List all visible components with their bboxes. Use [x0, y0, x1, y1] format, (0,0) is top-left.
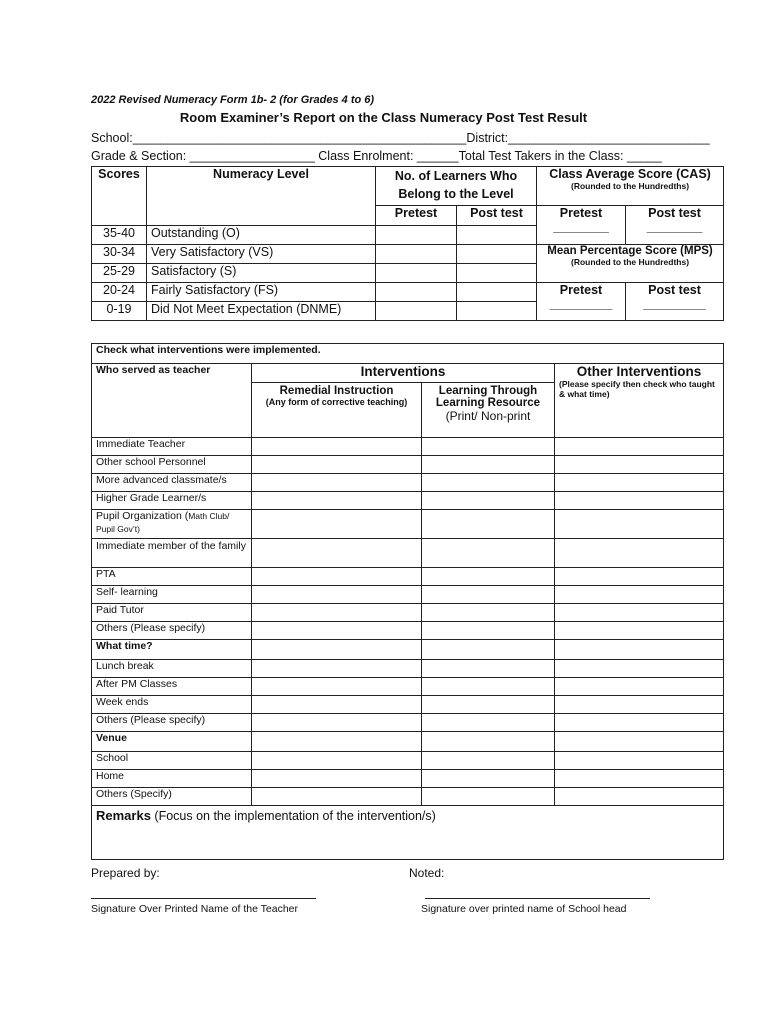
- who-served-header: Who served as teacher: [92, 364, 252, 438]
- check-cell[interactable]: [252, 788, 422, 806]
- mps-posttest-blank: _________: [643, 297, 706, 311]
- check-cell[interactable]: [422, 456, 555, 474]
- other-interventions-note: (Please specify then check who taught & what time): [559, 379, 715, 399]
- score-range: 20-24: [92, 283, 147, 302]
- venue-row-label: Others (Specify): [92, 788, 252, 806]
- learning-resource-header: [422, 383, 554, 437]
- mps-title: Mean Percentage Score (MPS): [547, 245, 713, 257]
- interventions-header: [252, 364, 555, 438]
- check-cell[interactable]: [555, 604, 724, 622]
- check-cell[interactable]: [422, 696, 555, 714]
- check-cell[interactable]: [555, 438, 724, 456]
- teacher-row-label: Paid Tutor: [92, 604, 252, 622]
- check-cell[interactable]: [422, 539, 555, 568]
- pupil-org-note: Math Club/ Pupil Gov’t): [96, 511, 230, 534]
- mps-posttest-label: Post test: [648, 283, 701, 297]
- teacher-row-label: Self- learning: [92, 586, 252, 604]
- score-range: 30-34: [92, 245, 147, 264]
- learners-cell[interactable]: [457, 264, 537, 283]
- check-cell[interactable]: [252, 622, 422, 640]
- print-nonprint: (Print/ Non-print: [445, 409, 531, 423]
- learners-posttest: Post test: [457, 206, 537, 226]
- check-cell[interactable]: [555, 660, 724, 678]
- learners-cell[interactable]: [376, 245, 457, 264]
- check-cell[interactable]: [252, 568, 422, 586]
- learners-cell[interactable]: [376, 302, 457, 321]
- check-cell[interactable]: [555, 752, 724, 770]
- cas-label: Class Average Score (CAS): [549, 167, 711, 181]
- venue-label: Venue: [92, 732, 252, 752]
- remedial-title: Remedial Instruction: [279, 385, 394, 397]
- check-cell[interactable]: [422, 568, 555, 586]
- check-cell[interactable]: [422, 714, 555, 732]
- mps-pretest-label: Pretest: [559, 283, 603, 297]
- prepared-by-label: Prepared by:: [91, 866, 160, 880]
- scores-table: [91, 166, 724, 321]
- score-range: 25-29: [92, 264, 147, 283]
- check-cell[interactable]: [422, 788, 555, 806]
- teacher-row-label: Others (Please specify): [92, 622, 252, 640]
- check-cell[interactable]: [555, 696, 724, 714]
- check-cell[interactable]: [422, 604, 555, 622]
- check-cell[interactable]: [555, 732, 724, 752]
- form-code: 2022 Revised Numeracy Form 1b- 2 (for Grades 4 to 6): [91, 94, 375, 106]
- numeracy-level: Satisfactory (S): [147, 264, 376, 283]
- check-cell[interactable]: [555, 539, 724, 568]
- check-cell[interactable]: [422, 770, 555, 788]
- pupil-org-label: Pupil Organization (: [96, 510, 189, 522]
- time-row-label: Week ends: [92, 696, 252, 714]
- check-cell[interactable]: [555, 788, 724, 806]
- score-range: 0-19: [92, 302, 147, 321]
- check-cell[interactable]: [252, 510, 422, 539]
- check-cell[interactable]: [422, 492, 555, 510]
- check-cell[interactable]: [252, 456, 422, 474]
- check-cell[interactable]: [422, 640, 555, 660]
- check-interventions-label: Check what interventions were implemented.: [92, 344, 724, 364]
- check-cell[interactable]: [252, 752, 422, 770]
- col-scores: Scores: [92, 167, 147, 226]
- learners-cell[interactable]: [457, 226, 537, 245]
- noted-label: Noted:: [409, 866, 445, 880]
- mps-pretest: [537, 283, 626, 321]
- check-cell[interactable]: [252, 732, 422, 752]
- head-signature-caption: Signature over printed name of School head: [421, 903, 627, 915]
- check-cell[interactable]: [555, 586, 724, 604]
- cas-note: (Rounded to the Hundredths): [570, 181, 690, 191]
- mps-pretest-blank: _________: [549, 297, 613, 311]
- check-cell[interactable]: [252, 586, 422, 604]
- interventions-title: Interventions: [252, 364, 554, 383]
- numeracy-level: Fairly Satisfactory (FS): [147, 283, 376, 302]
- teacher-row-label: Immediate member of the family: [92, 539, 252, 568]
- learners-cell[interactable]: [376, 226, 457, 245]
- check-cell[interactable]: [252, 714, 422, 732]
- teacher-row-label: [92, 510, 252, 539]
- time-row-label: Lunch break: [92, 660, 252, 678]
- numeracy-level: Did Not Meet Expectation (DNME): [147, 302, 376, 321]
- learners-cell[interactable]: [376, 283, 457, 302]
- page-title: Room Examiner’s Report on the Class Numeracy Post Test Result: [179, 110, 588, 125]
- venue-row-label: Home: [92, 770, 252, 788]
- col-learners: No. of Learners Who Belong to the Level: [376, 167, 537, 206]
- check-cell[interactable]: [252, 438, 422, 456]
- other-interventions-header: [555, 364, 724, 438]
- time-row-label: Others (Please specify): [92, 714, 252, 732]
- check-cell[interactable]: [555, 678, 724, 696]
- cas-posttest: [626, 206, 724, 245]
- grade-section-line: Grade & Section: __________________ Class Enrolment: ______Total Test Takers in the Class: _____: [91, 149, 662, 163]
- check-cell[interactable]: [422, 438, 555, 456]
- check-cell[interactable]: [422, 678, 555, 696]
- venue-row-label: School: [92, 752, 252, 770]
- check-cell[interactable]: [555, 456, 724, 474]
- learners-cell[interactable]: [457, 283, 537, 302]
- check-cell[interactable]: [252, 539, 422, 568]
- check-cell[interactable]: [422, 586, 555, 604]
- remarks-note: (Focus on the implementation of the intervention/s): [150, 809, 436, 823]
- check-cell[interactable]: [252, 474, 422, 492]
- cas-pretest: [537, 206, 626, 245]
- check-cell[interactable]: [555, 640, 724, 660]
- mps-label: [537, 245, 724, 283]
- col-numeracy-level: Numeracy Level: [147, 167, 376, 226]
- check-cell[interactable]: [422, 660, 555, 678]
- check-cell[interactable]: [252, 660, 422, 678]
- teacher-row-label: More advanced classmate/s: [92, 474, 252, 492]
- head-signature-line: [425, 898, 650, 899]
- remedial-header: [252, 383, 422, 437]
- cas-posttest-blank: ________: [646, 220, 703, 234]
- check-cell[interactable]: [555, 770, 724, 788]
- check-cell[interactable]: [422, 752, 555, 770]
- check-cell[interactable]: [422, 474, 555, 492]
- remarks-box[interactable]: [92, 806, 724, 860]
- check-cell[interactable]: [555, 510, 724, 539]
- learners-pretest: Pretest: [376, 206, 457, 226]
- check-cell[interactable]: [252, 640, 422, 660]
- time-row-label: After PM Classes: [92, 678, 252, 696]
- teacher-row-label: Immediate Teacher: [92, 438, 252, 456]
- check-cell[interactable]: [252, 696, 422, 714]
- check-cell[interactable]: [422, 510, 555, 539]
- check-cell[interactable]: [555, 474, 724, 492]
- check-cell[interactable]: [555, 622, 724, 640]
- cas-pretest-blank: ________: [553, 220, 609, 234]
- check-cell[interactable]: [252, 678, 422, 696]
- check-cell[interactable]: [252, 492, 422, 510]
- teacher-row-label: Higher Grade Learner/s: [92, 492, 252, 510]
- check-cell[interactable]: [252, 604, 422, 622]
- cas-posttest-label: Post test: [648, 206, 701, 220]
- teacher-row-label: Other school Personnel: [92, 456, 252, 474]
- remarks-label: Remarks: [96, 808, 151, 823]
- learning-through: Learning Through: [438, 385, 538, 397]
- learners-cell[interactable]: [457, 302, 537, 321]
- check-cell[interactable]: [422, 732, 555, 752]
- col-cas: [537, 167, 724, 206]
- check-cell[interactable]: [252, 770, 422, 788]
- check-cell[interactable]: [555, 714, 724, 732]
- what-time-label: What time?: [92, 640, 252, 660]
- learning-resource: Learning Resource: [435, 397, 541, 409]
- interventions-table: [91, 343, 724, 860]
- check-cell[interactable]: [555, 568, 724, 586]
- teacher-row-label: PTA: [92, 568, 252, 586]
- check-cell[interactable]: [422, 622, 555, 640]
- numeracy-level: Outstanding (O): [147, 226, 376, 245]
- learners-cell[interactable]: [376, 264, 457, 283]
- school-district-line: School:________________________________________________District:_____________________________: [91, 131, 710, 145]
- cas-pretest-label: Pretest: [559, 206, 603, 220]
- learners-cell[interactable]: [457, 245, 537, 264]
- mps-posttest: [626, 283, 724, 321]
- other-interventions-title: Other Interventions: [576, 364, 702, 379]
- numeracy-level: Very Satisfactory (VS): [147, 245, 376, 264]
- teacher-signature-caption: Signature Over Printed Name of the Teacher: [91, 903, 299, 915]
- score-range: 35-40: [92, 226, 147, 245]
- teacher-signature-line: [91, 898, 316, 899]
- check-cell[interactable]: [555, 492, 724, 510]
- remedial-note: (Any form of corrective teaching): [265, 397, 408, 407]
- mps-note: (Rounded to the Hundredths): [570, 257, 690, 267]
